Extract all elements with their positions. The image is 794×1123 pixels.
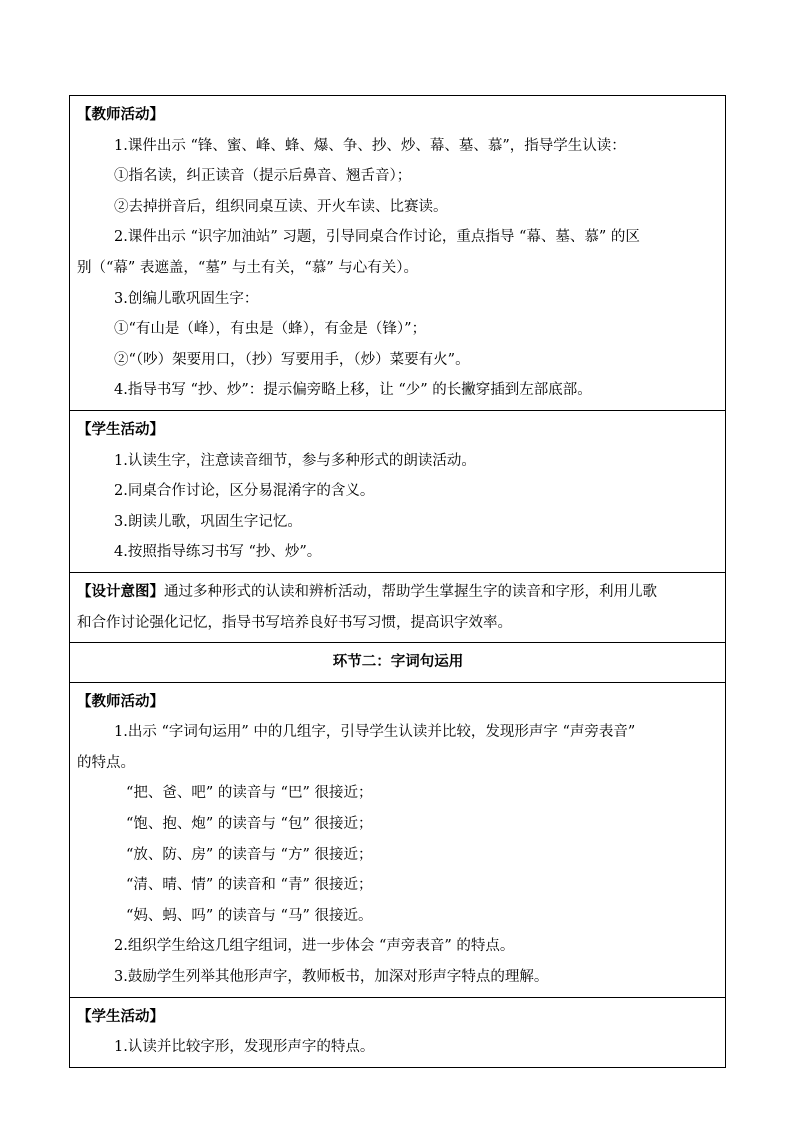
student-activity-line: 2.同桌合作讨论，区分易混淆字的含义。 bbox=[114, 483, 375, 500]
design-intent-text: 通过多种形式的认读和辨析活动，帮助学生掌握生字的读音和字形，利用儿歌 bbox=[164, 583, 657, 600]
teacher-activity-line: 1.出示 “字词句运用” 中的几组字，引导学生认读并比较，发现形声字 “声旁表音” bbox=[114, 724, 636, 741]
teacher-activity-row-1 bbox=[70, 96, 726, 411]
student-activity-cell-2 bbox=[70, 997, 726, 1067]
student-activity-cell-1 bbox=[70, 410, 726, 572]
lesson-plan-table bbox=[69, 95, 726, 1068]
example-line: “清、晴、情” 的读音和 “青” 很接近； bbox=[126, 877, 373, 894]
lesson-plan-page bbox=[69, 95, 726, 1068]
student-activity-header: 【学生活动】 bbox=[77, 1007, 164, 1025]
student-activity-row-2 bbox=[70, 997, 726, 1067]
section-two-row bbox=[70, 643, 726, 683]
design-intent-text: 和合作讨论强化记忆，指导书写培养良好书写习惯，提高识字效率。 bbox=[77, 614, 512, 631]
teacher-activity-line: ①“有山是（峰），有虫是（蜂），有金是（锋）”； bbox=[114, 321, 427, 338]
teacher-activity-header: 【教师活动】 bbox=[77, 692, 164, 710]
design-intent-header: 【设计意图】 bbox=[77, 582, 164, 600]
teacher-activity-cell-2 bbox=[70, 682, 726, 997]
teacher-activity-line: 的特点。 bbox=[77, 754, 135, 771]
teacher-activity-line: 2.课件出示 “识字加油站” 习题，引导同桌合作讨论，重点指导 “幕、墓、慕” 的区 bbox=[114, 229, 640, 246]
student-activity-header: 【学生活动】 bbox=[77, 420, 164, 438]
teacher-activity-line: 1.课件出示 “锋、蜜、峰、蜂、爆、争、抄、炒、幕、墓、慕”，指导学生认读： bbox=[114, 137, 626, 154]
teacher-activity-line: ①指名读，纠正读音（提示后鼻音、翘舌音）； bbox=[114, 168, 412, 185]
student-activity-line: 1.认读生字，注意读音细节，参与多种形式的朗读活动。 bbox=[114, 452, 476, 469]
student-activity-row-1 bbox=[70, 410, 726, 572]
student-activity-line: 4.按照指导练习书写 “抄、炒”。 bbox=[114, 544, 322, 561]
teacher-activity-line: 4.指导书写 “抄、炒”：提示偏旁略上移，让 “少” 的长撇穿插到左部底部。 bbox=[114, 382, 592, 399]
design-intent-row bbox=[70, 572, 726, 642]
design-intent-cell bbox=[70, 572, 726, 642]
student-activity-line: 1.认读并比较字形，发现形声字的特点。 bbox=[114, 1039, 375, 1056]
example-line: “放、防、房” 的读音与 “方” 很接近； bbox=[126, 846, 373, 863]
teacher-activity-line: 别（“幕” 表遮盖，“墓” 与土有关，“慕” 与心有关）。 bbox=[77, 259, 419, 276]
student-activity-line: 3.朗读儿歌，巩固生字记忆。 bbox=[114, 513, 302, 530]
teacher-activity-cell-1 bbox=[70, 96, 726, 411]
section-title: 环节二：字词句运用 bbox=[332, 653, 464, 671]
section-two-title-cell bbox=[70, 643, 726, 683]
example-line: “妈、蚂、吗” 的读音与 “马” 很接近。 bbox=[126, 907, 373, 924]
example-line: “把、爸、吧” 的读音与 “巴” 很接近； bbox=[126, 785, 373, 802]
teacher-activity-header: 【教师活动】 bbox=[77, 106, 164, 123]
teacher-activity-line: 3.创编儿歌巩固生字： bbox=[114, 290, 259, 307]
teacher-activity-row-2 bbox=[70, 682, 726, 997]
teacher-activity-line: ②“（吵）架要用口，（抄）写要用手，（炒）菜要有火”。 bbox=[114, 351, 470, 368]
teacher-activity-line: 2.组织学生给这几组字组词，进一步体会 “声旁表音” 的特点。 bbox=[114, 938, 515, 955]
teacher-activity-line: ②去掉拼音后，组织同桌互读、开火车读、比赛读。 bbox=[114, 198, 448, 215]
example-line: “饱、抱、炮” 的读音与 “包” 很接近； bbox=[126, 816, 373, 833]
teacher-activity-line: 3.鼓励学生列举其他形声字，教师板书，加深对形声字特点的理解。 bbox=[114, 969, 549, 986]
